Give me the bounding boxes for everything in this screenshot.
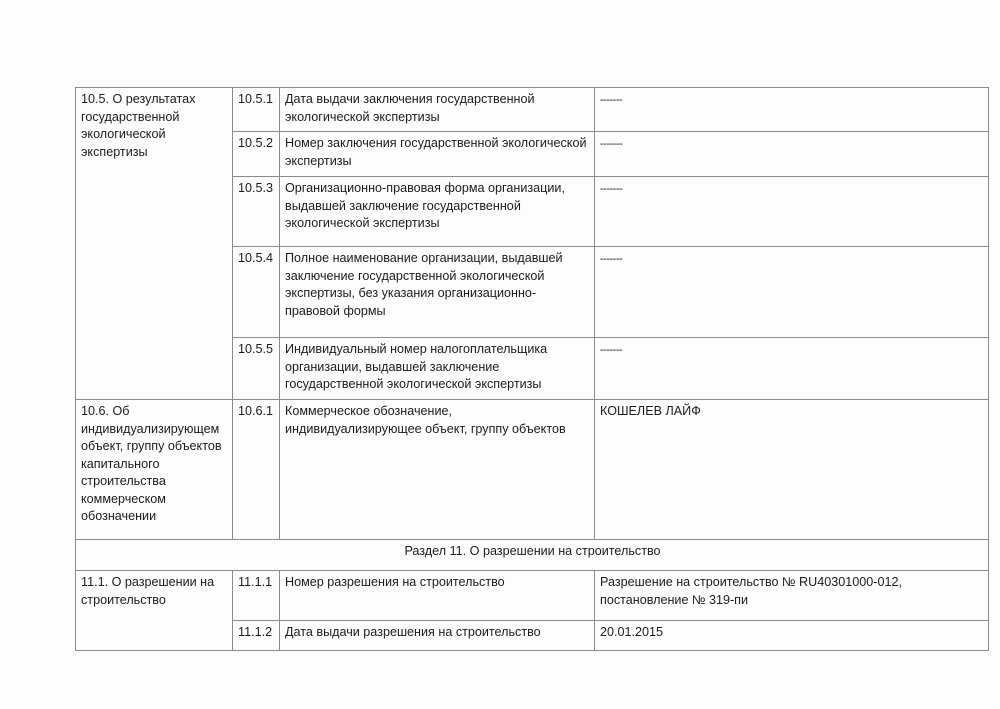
group-label-10-6: 10.6. Об индивидуализирующем объект, группу объектов капитального строительства коммерческом обозначении (76, 400, 233, 540)
field-value (595, 247, 989, 338)
table-row (76, 88, 989, 132)
field-value (595, 338, 989, 400)
field-value (595, 177, 989, 247)
group-label-11-1: 11.1. О разрешении на строительство (76, 571, 233, 651)
field-label: Полное наименование организации, выдавшей заключение государственной экологической экспертизы, без указания организационно-правовой формы (280, 247, 595, 338)
field-value: Разрешение на строительство № RU40301000-012, постановление № 319-пи (595, 571, 989, 621)
field-value (595, 88, 989, 132)
row-number: 10.5.5 (233, 338, 280, 400)
empty-value-dash: ------- (600, 138, 623, 150)
row-number: 11.1.1 (233, 571, 280, 621)
field-value: КОШЕЛЕВ ЛАЙФ (595, 400, 989, 540)
project-declaration-table (75, 87, 989, 651)
table-row (76, 571, 989, 621)
field-label: Номер разрешения на строительство (280, 571, 595, 621)
field-label: Номер заключения государственной экологической экспертизы (280, 132, 595, 177)
field-label: Дата выдачи разрешения на строительство (280, 621, 595, 651)
empty-value-dash: ------- (600, 94, 623, 106)
field-label: Коммерческое обозначение, индивидуализирующее объект, группу объектов (280, 400, 595, 540)
row-number: 11.1.2 (233, 621, 280, 651)
row-number: 10.5.4 (233, 247, 280, 338)
field-value: 20.01.2015 (595, 621, 989, 651)
section-header: Раздел 11. О разрешении на строительство (76, 540, 989, 571)
row-number: 10.5.2 (233, 132, 280, 177)
table-row (76, 400, 989, 540)
section-header-row (76, 540, 989, 571)
row-number: 10.5.3 (233, 177, 280, 247)
row-number: 10.5.1 (233, 88, 280, 132)
empty-value-dash: ------- (600, 253, 623, 265)
empty-value-dash: ------- (600, 344, 623, 356)
field-label: Индивидуальный номер налогоплательщика организации, выдавшей заключение государственной экологической экспертизы (280, 338, 595, 400)
row-number: 10.6.1 (233, 400, 280, 540)
group-label-10-5: 10.5. О результатах государственной экологической экспертизы (76, 88, 233, 400)
empty-value-dash: ------- (600, 183, 623, 195)
field-label: Дата выдачи заключения государственной экологической экспертизы (280, 88, 595, 132)
field-label: Организационно-правовая форма организации, выдавшей заключение государственной экологической экспертизы (280, 177, 595, 247)
field-value (595, 132, 989, 177)
